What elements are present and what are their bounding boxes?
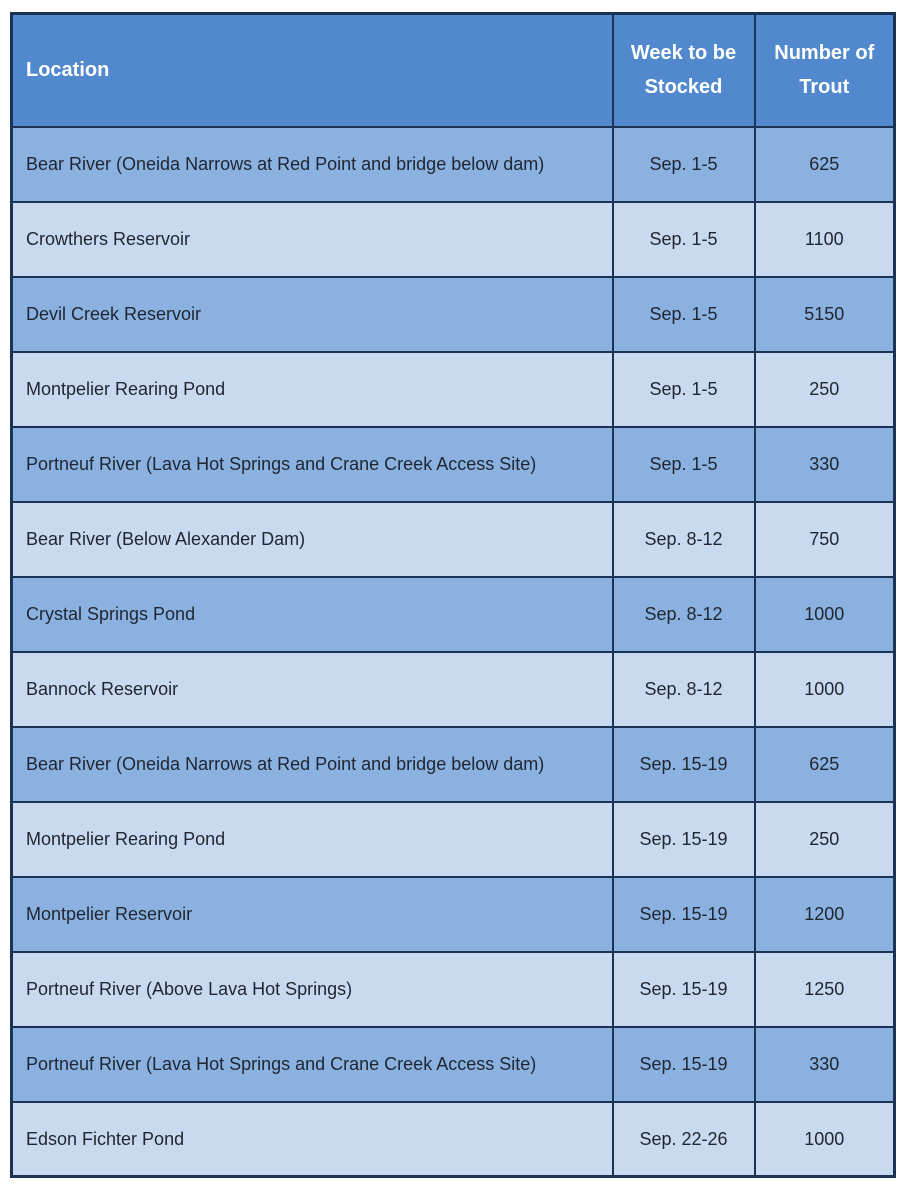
cell-week: Sep. 15-19 — [613, 727, 755, 802]
cell-location: Montpelier Reservoir — [12, 877, 613, 952]
cell-trout-count: 250 — [755, 352, 895, 427]
cell-location: Portneuf River (Lava Hot Springs and Crane Creek Access Site) — [12, 1027, 613, 1102]
cell-week: Sep. 8-12 — [613, 652, 755, 727]
table-body — [12, 127, 895, 1177]
table-header — [12, 14, 895, 127]
cell-trout-count: 625 — [755, 127, 895, 202]
table-row — [12, 202, 895, 277]
table-row — [12, 652, 895, 727]
cell-trout-count: 625 — [755, 727, 895, 802]
cell-week: Sep. 1-5 — [613, 127, 755, 202]
cell-trout-count: 750 — [755, 502, 895, 577]
cell-trout-count: 1000 — [755, 652, 895, 727]
table-row — [12, 277, 895, 352]
cell-trout-count: 1250 — [755, 952, 895, 1027]
cell-location: Crowthers Reservoir — [12, 202, 613, 277]
cell-trout-count: 1200 — [755, 877, 895, 952]
table-row — [12, 802, 895, 877]
cell-trout-count: 1000 — [755, 1102, 895, 1177]
table-row — [12, 427, 895, 502]
cell-trout-count: 5150 — [755, 277, 895, 352]
cell-location: Montpelier Rearing Pond — [12, 352, 613, 427]
table-row — [12, 577, 895, 652]
cell-location: Bear River (Oneida Narrows at Red Point and bridge below dam) — [12, 727, 613, 802]
table-row — [12, 1027, 895, 1102]
trout-stocking-table — [10, 12, 896, 1178]
cell-trout-count: 330 — [755, 1027, 895, 1102]
table-row — [12, 727, 895, 802]
cell-location: Bear River (Below Alexander Dam) — [12, 502, 613, 577]
table-row — [12, 352, 895, 427]
cell-location: Bannock Reservoir — [12, 652, 613, 727]
cell-location: Bear River (Oneida Narrows at Red Point and bridge below dam) — [12, 127, 613, 202]
cell-trout-count: 1000 — [755, 577, 895, 652]
cell-week: Sep. 8-12 — [613, 502, 755, 577]
table-row — [12, 1102, 895, 1177]
cell-location: Portneuf River (Lava Hot Springs and Crane Creek Access Site) — [12, 427, 613, 502]
table-row — [12, 127, 895, 202]
cell-week: Sep. 1-5 — [613, 277, 755, 352]
table-row — [12, 877, 895, 952]
cell-trout-count: 1100 — [755, 202, 895, 277]
cell-trout-count: 330 — [755, 427, 895, 502]
cell-week: Sep. 15-19 — [613, 1027, 755, 1102]
header-row — [12, 14, 895, 127]
cell-location: Crystal Springs Pond — [12, 577, 613, 652]
cell-location: Edson Fichter Pond — [12, 1102, 613, 1177]
cell-week: Sep. 15-19 — [613, 802, 755, 877]
cell-week: Sep. 1-5 — [613, 427, 755, 502]
cell-week: Sep. 22-26 — [613, 1102, 755, 1177]
table-row — [12, 952, 895, 1027]
cell-week: Sep. 8-12 — [613, 577, 755, 652]
column-header-trout: Number of Trout — [755, 14, 895, 127]
cell-week: Sep. 1-5 — [613, 202, 755, 277]
cell-week: Sep. 15-19 — [613, 952, 755, 1027]
cell-location: Portneuf River (Above Lava Hot Springs) — [12, 952, 613, 1027]
column-header-location: Location — [12, 14, 613, 127]
cell-week: Sep. 15-19 — [613, 877, 755, 952]
cell-location: Devil Creek Reservoir — [12, 277, 613, 352]
cell-week: Sep. 1-5 — [613, 352, 755, 427]
cell-location: Montpelier Rearing Pond — [12, 802, 613, 877]
table-row — [12, 502, 895, 577]
cell-trout-count: 250 — [755, 802, 895, 877]
column-header-week: Week to be Stocked — [613, 14, 755, 127]
